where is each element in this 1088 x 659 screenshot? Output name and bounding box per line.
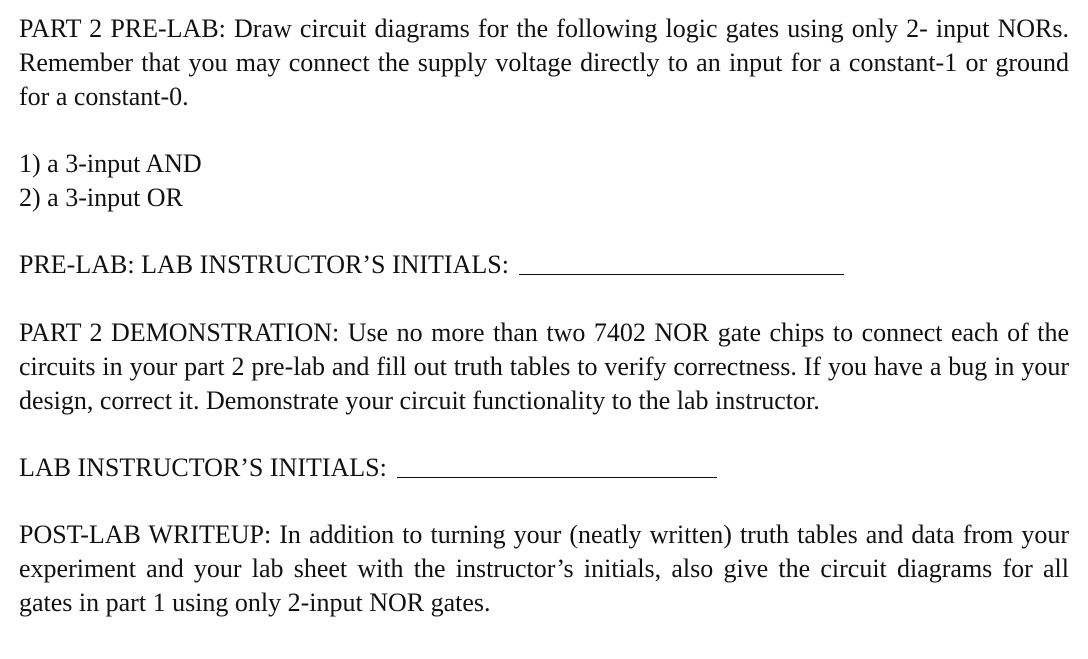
list-item-or: 2) a 3-input OR [19,183,183,212]
list-item-and: 1) a 3-input AND [19,149,202,178]
prelab-initials-blank [519,273,844,275]
prelab-intro-paragraph: PART 2 PRE-LAB: Draw circuit diagrams for the following logic gates using only 2- input NORs. Remember that you may connect the supply voltage directly to an input for a constant-1 or ground for a constant-0. [19,14,1069,111]
instructor-initials-label: LAB INSTRUCTOR’S INITIALS: [19,453,387,482]
prelab-initials-label: PRE-LAB: LAB INSTRUCTOR’S INITIALS: [19,250,509,279]
gate-list [19,147,1069,215]
instructor-initials-line [19,451,1069,485]
document-page [19,12,1069,620]
demonstration-paragraph: PART 2 DEMONSTRATION: Use no more than two 7402 NOR gate chips to connect each of the circuits in your part 2 pre-lab and fill out truth tables to verify correctness. If you have a bug in your design, correct it. Demonstrate your circuit functionality to the lab instructor. [19,318,1069,415]
postlab-paragraph: POST-LAB WRITEUP: In addition to turning your (neatly written) truth tables and data from your experiment and your lab sheet with the instructor’s initials, also give the circuit diagrams for all gates in part 1 using only 2-input NOR gates. [19,520,1069,617]
instructor-initials-blank [397,476,717,478]
prelab-initials-line [19,248,1069,282]
